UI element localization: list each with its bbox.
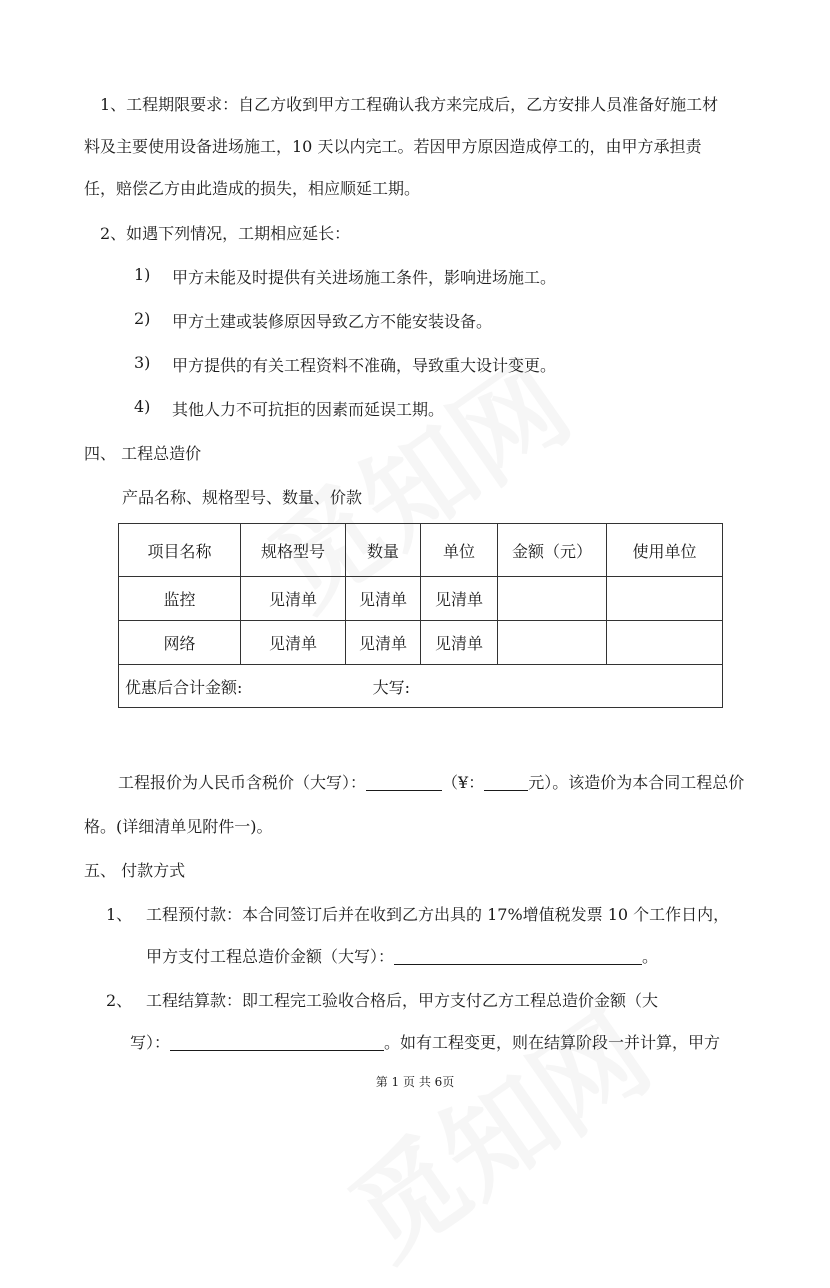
table-total-cell xyxy=(119,665,723,708)
table-cell xyxy=(498,621,607,665)
table-header-cell: 规格型号 xyxy=(241,524,346,577)
quote-text-2: （¥： xyxy=(442,773,485,792)
table-header-row xyxy=(119,524,723,577)
total-amount-label: 优惠后合计金额: xyxy=(125,677,243,697)
quote-text-3: 元）。该造价为本合同工程总价 xyxy=(528,773,745,792)
payment-item-2-end: 。如有工程变更，则在结算阶段一并计算，甲方 xyxy=(384,1033,721,1052)
settlement-amount-blank[interactable] xyxy=(170,1032,384,1051)
section-4-heading: 四、 工程总造价 xyxy=(84,444,202,463)
table-cell xyxy=(607,621,723,665)
payment-item-1-num: 1、 xyxy=(106,905,133,924)
table-row xyxy=(119,621,723,665)
payment-item-1-text: 甲方支付工程总造价金额（大写）： xyxy=(146,947,395,966)
table-cell: 见清单 xyxy=(421,577,498,621)
extension-item-num: 3) xyxy=(134,353,151,372)
payment-item-1-line-1: 工程预付款：本合同签订后并在收到乙方出具的 17%增值税发票 10 个工作日内， xyxy=(146,905,730,924)
extension-item-num: 1) xyxy=(134,265,151,284)
table-header-cell: 数量 xyxy=(346,524,421,577)
total-daxie-label: 大写: xyxy=(372,677,410,697)
quote-line-1 xyxy=(118,770,744,793)
table-cell: 见清单 xyxy=(421,621,498,665)
table-cell: 监控 xyxy=(119,577,241,621)
prepayment-amount-blank[interactable] xyxy=(394,946,642,965)
duration-line-3: 任，赔偿乙方由此造成的损失，相应顺延工期。 xyxy=(84,179,421,198)
table-header-cell: 单位 xyxy=(421,524,498,577)
price-table xyxy=(118,523,723,708)
quote-text-1: 工程报价为人民币含税价（大写）： xyxy=(118,773,367,792)
table-cell: 网络 xyxy=(119,621,241,665)
section-5-heading: 五、 付款方式 xyxy=(84,861,186,880)
table-cell: 见清单 xyxy=(346,577,421,621)
extension-item-text: 甲方未能及时提供有关进场施工条件，影响进场施工。 xyxy=(172,268,557,287)
payment-item-2-text: 写）： xyxy=(130,1033,171,1052)
table-cell xyxy=(498,577,607,621)
payment-item-1-end: 。 xyxy=(642,947,659,966)
table-cell xyxy=(607,577,723,621)
table-cell: 见清单 xyxy=(241,577,346,621)
extension-item-text: 甲方提供的有关工程资料不准确，导致重大设计变更。 xyxy=(172,356,557,375)
section-4-subheading: 产品名称、规格型号、数量、价款 xyxy=(122,488,363,507)
table-row xyxy=(119,577,723,621)
duration-line-2: 料及主要使用设备进场施工，10 天以内完工。若因甲方原因造成停工的，由甲方承担责 xyxy=(84,137,702,156)
extension-item-text: 其他人力不可抗拒的因素而延误工期。 xyxy=(172,400,445,419)
payment-item-2-num: 2、 xyxy=(106,991,133,1010)
table-cell: 见清单 xyxy=(241,621,346,665)
table-header-cell: 金额（元） xyxy=(498,524,607,577)
extension-item-text: 甲方土建或装修原因导致乙方不能安装设备。 xyxy=(172,312,493,331)
duration-line-1: 1、工程期限要求：自乙方收到甲方工程确认我方来完成后，乙方安排人员准备好施工材 xyxy=(100,95,719,114)
quote-line-2: 格。(详细清单见附件一)。 xyxy=(84,817,273,836)
payment-item-1-line-2 xyxy=(146,944,658,967)
table-total-row xyxy=(119,665,723,708)
table-header-cell: 使用单位 xyxy=(607,524,723,577)
quote-amount-number-blank[interactable] xyxy=(484,772,528,791)
payment-item-2-line-2 xyxy=(130,1030,720,1053)
page-footer: 第 1 页 共 6页 xyxy=(375,1075,455,1089)
table-cell: 见清单 xyxy=(346,621,421,665)
quote-amount-daxie-blank[interactable] xyxy=(366,772,442,791)
payment-item-2-line-1: 工程结算款：即工程完工验收合格后，甲方支付乙方工程总造价金额（大 xyxy=(146,991,659,1010)
extension-heading: 2、如遇下列情况，工期相应延长： xyxy=(100,224,351,243)
table-header-cell: 项目名称 xyxy=(119,524,241,577)
watermark-text-bottom xyxy=(315,970,676,1288)
extension-item-num: 2) xyxy=(134,309,151,328)
extension-item-num: 4) xyxy=(134,397,151,416)
